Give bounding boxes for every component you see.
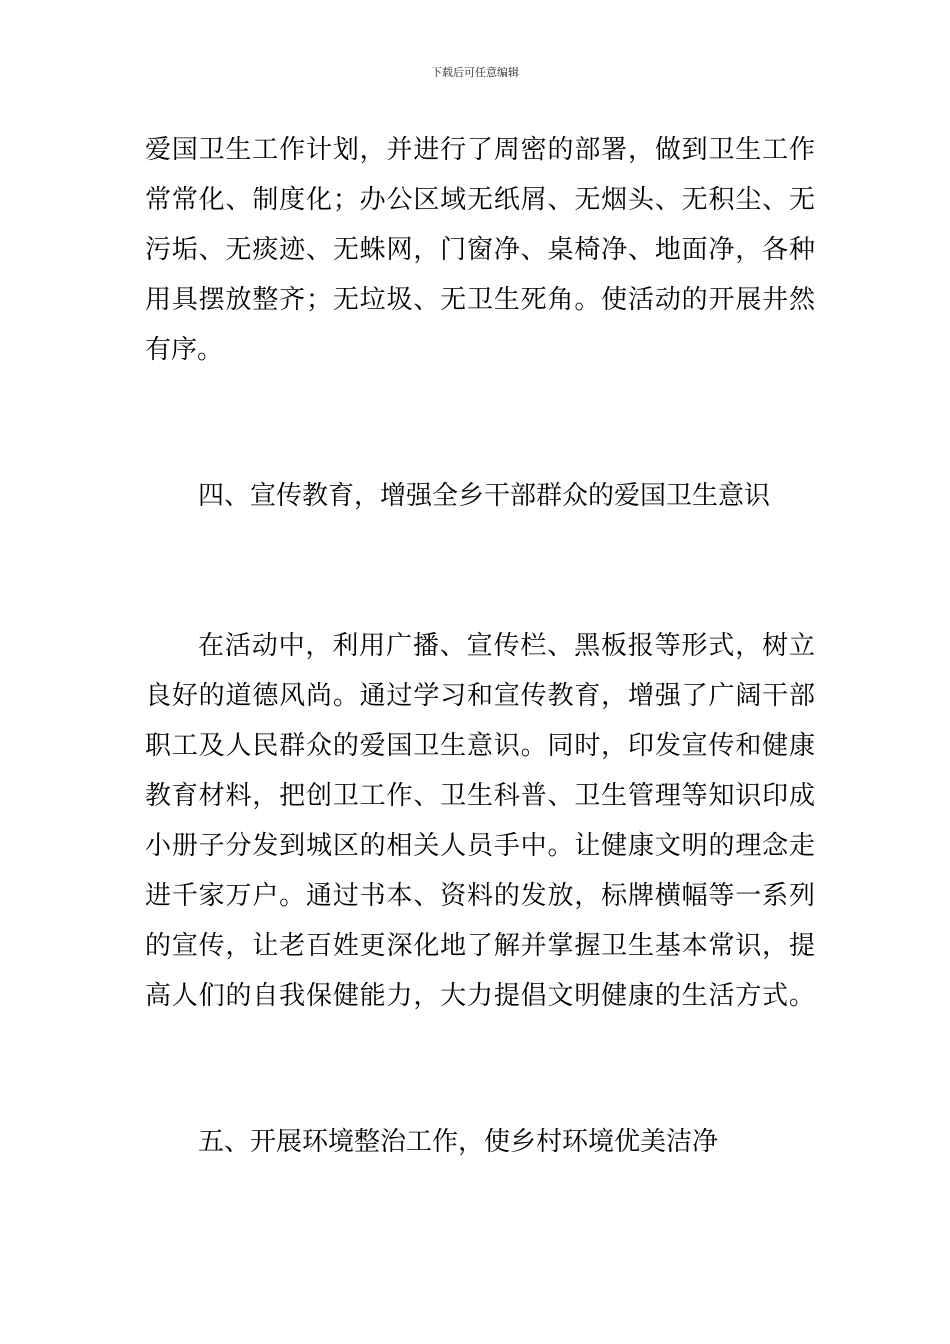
paragraph-line: 良好的道德风尚。通过学习和宣传教育，增强了广阔干部: [145, 681, 815, 711]
paragraph-line: 在活动中，利用广播、宣传栏、黑板报等形式，树立: [198, 631, 815, 661]
paragraph-line: 进千家万户。通过书本、资料的发放，标牌横幅等一系列: [145, 881, 815, 911]
paragraph-line: 爱国卫生工作计划，并进行了周密的部署，做到卫生工作: [145, 135, 815, 165]
paragraph-line: 高人们的自我保健能力，大力提倡文明健康的生活方式。: [145, 981, 815, 1011]
paragraph-line: 教育材料，把创卫工作、卫生科普、卫生管理等知识印成: [145, 781, 815, 811]
paragraph-line: 的宣传，让老百姓更深化地了解并掌握卫生基本常识，提: [145, 931, 815, 961]
paragraph-line: 常常化、制度化；办公区域无纸屑、无烟头、无积尘、无: [145, 185, 815, 215]
paragraph-line: 用具摆放整齐；无垃圾、无卫生死角。使活动的开展井然: [145, 285, 815, 315]
paragraph-line: 小册子分发到城区的相关人员手中。让健康文明的理念走: [145, 831, 815, 861]
section-heading: 五、开展环境整治工作，使乡村环境优美洁净: [198, 1127, 719, 1157]
paragraph-line: 职工及人民群众的爱国卫生意识。同时，印发宣传和健康: [145, 731, 815, 761]
paragraph-line: 污垢、无痰迹、无蛛网，门窗净、桌椅净、地面净，各种: [145, 235, 815, 265]
section-heading: 四、宣传教育，增强全乡干部群众的爱国卫生意识: [198, 481, 771, 511]
paragraph-line: 有序。: [145, 335, 224, 365]
header-note: 下载后可任意编辑: [431, 66, 519, 79]
